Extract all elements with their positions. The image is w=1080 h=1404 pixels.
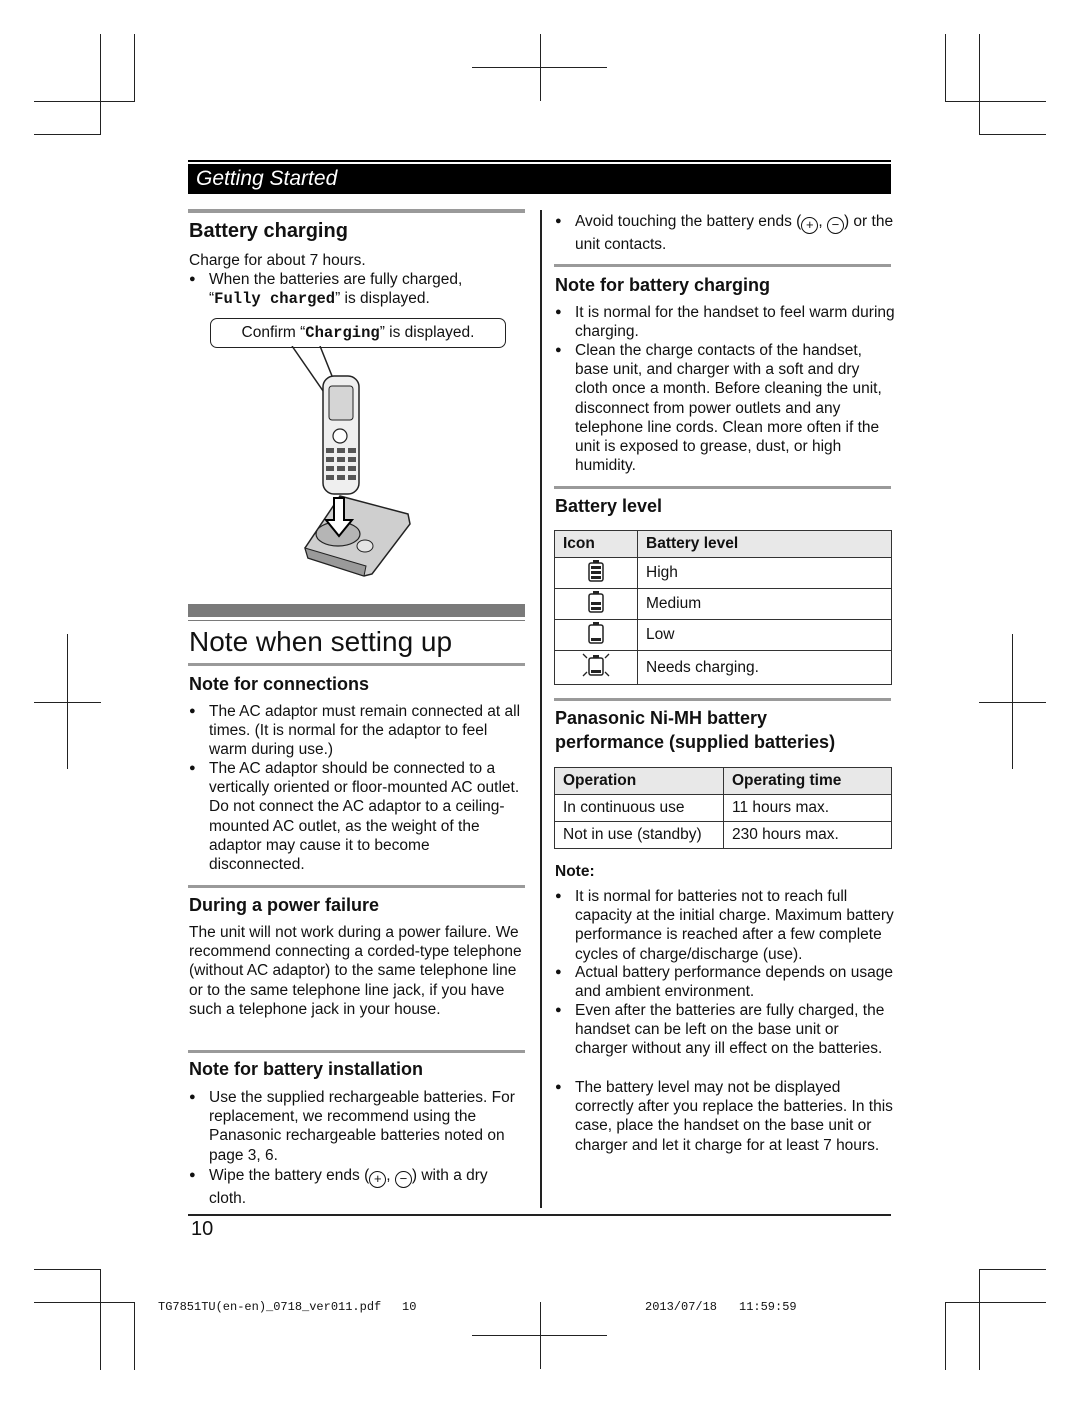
column-header: Operating time xyxy=(724,768,892,795)
battery-level-value: Low xyxy=(638,620,892,651)
bottom-rule xyxy=(188,1214,891,1216)
footer-time: 11:59:59 xyxy=(739,1300,797,1314)
battery-level-heading: Battery level xyxy=(555,496,663,516)
battery-level-table xyxy=(554,530,892,685)
section-rule-thin xyxy=(188,620,525,621)
footer-filename: TG7851TU(en-en)_0718_ver011.pdf xyxy=(158,1300,382,1314)
page-number: 10 xyxy=(191,1218,214,1240)
section-rule xyxy=(188,663,525,666)
table-row xyxy=(555,795,892,822)
list-item: ● Wipe the battery ends ( + , − ) with a dry cloth. xyxy=(189,1165,529,1209)
power-failure-heading: During a power failure xyxy=(189,895,380,915)
plus-icon: + xyxy=(369,1171,386,1188)
handset-charging-illustration xyxy=(260,346,430,578)
minus-icon: − xyxy=(395,1171,412,1188)
display-message: Fully charged xyxy=(214,290,336,309)
table-header-row xyxy=(555,768,892,795)
list-item: ● Avoid touching the battery ends ( + , − ) or the unit contacts. xyxy=(555,211,911,255)
section-rule xyxy=(188,1050,525,1053)
list-item: ● Clean the charge contacts of the handset, base unit, and charger with a soft and dry cloth once a month. Before cleaning the unit, disconnect from power outlets and any telephone line cords. Clean more often if the unit is exposed to grease, dust, or high humidity. xyxy=(555,341,895,475)
section-rule xyxy=(188,209,525,213)
installation-heading: Note for battery installation xyxy=(189,1059,424,1079)
battery-charging-heading: Battery charging xyxy=(189,220,348,242)
charge-intro: Charge for about 7 hours. xyxy=(189,252,366,269)
list-item: ● The AC adaptor must remain connected at all times. (It is normal for the adaptor to feel warm during use.) xyxy=(189,702,524,760)
charging-note-heading: Note for battery charging xyxy=(555,275,771,295)
table-row xyxy=(555,822,892,849)
column-header: Battery level xyxy=(638,531,892,558)
operating-time-cell: 11 hours max. xyxy=(724,795,892,822)
section-rule xyxy=(554,698,891,701)
list-item: ● It is normal for batteries not to reach full capacity at the initial charge. Maximum battery performance is reached after a few complete cycles of charge/discharge (use). xyxy=(555,887,895,964)
list-item: ● The AC adaptor should be connected to a vertically oriented or floor-mounted AC outlet. Do not connect the AC adaptor to a ceiling-mounted AC outlet, as the weight of the adaptor may cause it to become disconnected. xyxy=(189,759,524,874)
table-row xyxy=(555,589,892,620)
table-row xyxy=(555,620,892,651)
battery-level-value: High xyxy=(638,558,892,589)
battery-level-value: Needs charging. xyxy=(638,651,892,685)
header-rule xyxy=(188,160,891,162)
section-title: Getting Started xyxy=(196,167,338,190)
column-header: Icon xyxy=(555,531,638,558)
power-failure-text: The unit will not work during a power failure. We recommend connecting a corded-type telephone (without AC adaptor) to the same telephone line or to the same telephone line jack, if you have such a telephone jack in your house. xyxy=(189,924,522,1018)
note-label: Note: xyxy=(555,863,595,880)
table-row xyxy=(555,651,892,685)
callout-box: Confirm “Charging” is displayed. xyxy=(210,318,506,348)
operation-cell: In continuous use xyxy=(555,795,724,822)
section-rule xyxy=(554,486,891,489)
battery-empty-flashing-icon xyxy=(555,651,638,685)
performance-heading: Panasonic Ni-MH battery performance (supplied batteries) xyxy=(555,708,836,752)
list-item: ● It is normal for the handset to feel warm during charging. xyxy=(555,303,895,341)
battery-low-icon xyxy=(555,620,638,651)
column-header: Operation xyxy=(555,768,724,795)
list-item: ● Use the supplied rechargeable batteries. For replacement, we recommend using the Panasonic rechargeable batteries noted on page 3, 6. xyxy=(189,1088,529,1165)
footer-page: 10 xyxy=(402,1300,417,1314)
display-message: Charging xyxy=(305,324,380,342)
table-row xyxy=(555,558,892,589)
list-item: ● The battery level may not be displayed correctly after you replace the batteries. In this case, place the handset on the base unit or charger and let it charge for at least 7 hours. xyxy=(555,1078,895,1155)
section-rule-dark xyxy=(188,604,525,617)
plus-icon: + xyxy=(801,217,818,234)
section-rule xyxy=(188,885,525,888)
column-divider xyxy=(540,210,542,1208)
battery-high-icon xyxy=(555,558,638,589)
list-item: ● Even after the batteries are fully charged, the handset can be left on the base unit or charger without any ill effect on the batteries. xyxy=(555,1001,895,1059)
footer-date: 2013/07/18 xyxy=(645,1300,718,1314)
performance-table xyxy=(554,767,892,849)
setting-up-heading: Note when setting up xyxy=(189,626,453,657)
connections-heading: Note for connections xyxy=(189,674,370,694)
table-header-row xyxy=(555,531,892,558)
minus-icon: − xyxy=(827,217,844,234)
battery-medium-icon xyxy=(555,589,638,620)
operation-cell: Not in use (standby) xyxy=(555,822,724,849)
battery-level-value: Medium xyxy=(638,589,892,620)
section-rule xyxy=(554,264,891,267)
operating-time-cell: 230 hours max. xyxy=(724,822,892,849)
list-item: ● Actual battery performance depends on usage and ambient environment. xyxy=(555,963,895,1001)
list-item: ● When the batteries are fully charged, “Fully charged” is displayed. xyxy=(189,270,529,309)
